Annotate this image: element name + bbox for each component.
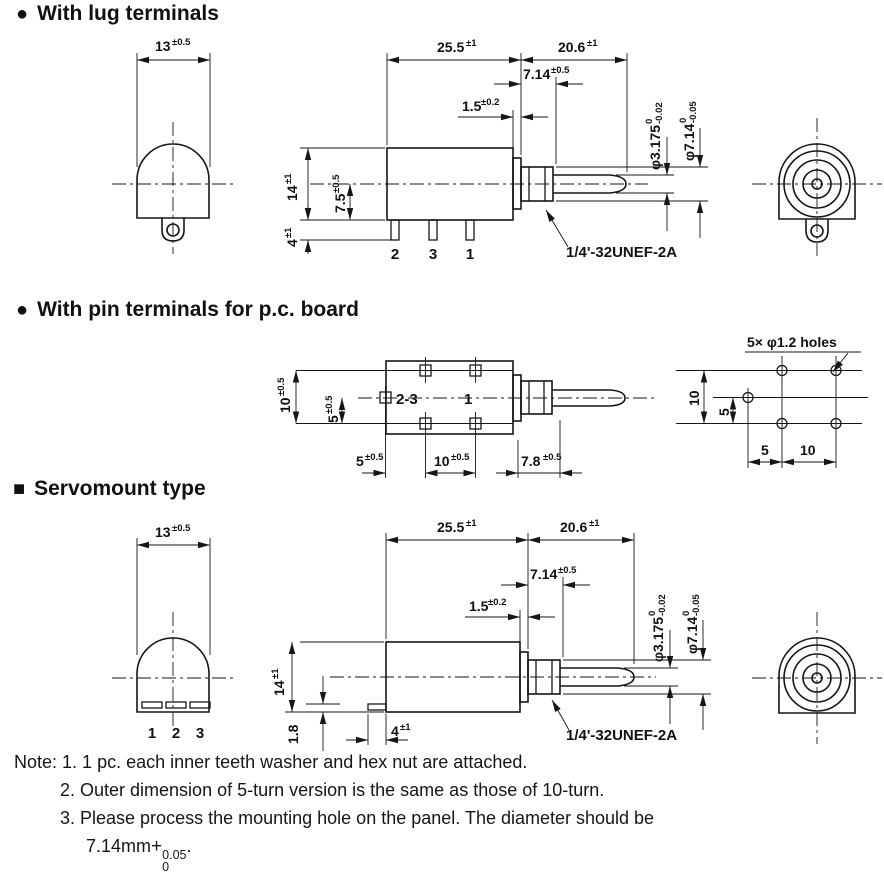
svg-text:14: 14: [284, 185, 300, 201]
note-item-2: 2. Outer dimension of 5-turn version is the same as those of 10-turn.: [60, 780, 605, 800]
dim-hole-h5: 5: [761, 442, 769, 458]
note-item-3: 3. Please process the mounting hole on the panel. The diameter should be: [60, 808, 655, 828]
svg-text:φ7.14: φ7.14: [681, 123, 697, 161]
svg-text:-0.05: -0.05: [688, 101, 699, 123]
panel-hole-diameter: 7.14mm: [86, 836, 152, 856]
section-title-pin: With pin terminals for p.c. board: [37, 298, 359, 321]
dim-bushing-value: 7.14: [523, 66, 551, 82]
terminal-number: 2: [171, 725, 181, 742]
svg-text:0: 0: [647, 610, 658, 616]
dim-tab-length-value: 4: [391, 723, 399, 739]
section-title-servo: Servomount type: [34, 477, 206, 500]
dim-body-width: [276, 377, 293, 413]
dim-shaft-diameter: [644, 102, 665, 170]
dim-width-tol: ±0.5: [172, 523, 191, 534]
dim-pin-pitch-value: 10: [434, 453, 450, 469]
dim-hole-h10: 10: [800, 442, 816, 458]
dim-width-value: 13: [155, 524, 171, 540]
dim-hole-span: [686, 390, 702, 406]
svg-text:-0.02: -0.02: [657, 594, 668, 616]
svg-text:-0.02: -0.02: [654, 102, 665, 124]
terminal-pin: [466, 220, 474, 240]
dim-pin-offset-value: 5: [356, 453, 364, 469]
sentence-period: .: [186, 836, 192, 856]
lug-rear-view: [752, 118, 882, 256]
terminal-number: 3: [195, 725, 205, 742]
tolerance-upper: 0.05: [162, 848, 187, 862]
terminal-pin: [429, 220, 437, 240]
dim-body-length-value: 25.5: [437, 39, 465, 55]
dim-shaft-length-value: 20.6: [558, 39, 586, 55]
dim-body-length-value: 25.5: [437, 519, 465, 535]
dim-width-tol: ±0.5: [172, 37, 191, 48]
square-bullet-icon: ■: [13, 478, 26, 500]
tolerance-lower: 0: [162, 860, 170, 874]
dim-shaft-length-value: 20.6: [560, 519, 588, 535]
servo-side-view: [270, 518, 711, 751]
pin-top-view: [276, 357, 655, 478]
dim-ring-value: 1.5: [469, 598, 489, 614]
flat-terminal: [142, 702, 162, 708]
pcb-hole-pattern: [676, 334, 868, 468]
svg-text:±1: ±1: [270, 668, 281, 679]
svg-text:±0.5: ±0.5: [276, 377, 287, 396]
dim-half-width: [324, 395, 341, 423]
svg-text:7.5: 7.5: [332, 193, 348, 213]
circle-bullet-icon: ●: [16, 299, 29, 321]
notes-block: [14, 748, 654, 873]
dim-bushing-tol: ±0.5: [551, 65, 570, 76]
svg-text:1.8: 1.8: [285, 724, 301, 744]
svg-text:φ3.175: φ3.175: [650, 616, 666, 662]
dim-tab-length-tol: ±1: [400, 722, 411, 733]
section-title-lug: With lug terminals: [37, 2, 219, 25]
shaft: [560, 668, 634, 686]
svg-text:0: 0: [678, 117, 689, 123]
svg-text:φ7.14: φ7.14: [684, 616, 700, 654]
dim-bushing-length-tol: ±0.5: [543, 452, 562, 463]
dim-hole-offset: [716, 408, 732, 416]
dim-ring-tol: ±0.2: [488, 597, 507, 608]
dim-height: [283, 173, 300, 201]
dim-shaft-diameter: [647, 594, 668, 662]
note-item-1: 1. 1 pc. each inner teeth washer and hex nut are attached.: [62, 752, 528, 772]
dim-bushing-value: 7.14: [530, 566, 558, 582]
svg-text:0: 0: [644, 118, 655, 124]
svg-text:14: 14: [271, 680, 287, 696]
flat-terminal: [368, 704, 386, 710]
svg-text:±0.5: ±0.5: [324, 395, 335, 414]
terminal-pin: [391, 220, 399, 240]
terminal-number: 2: [390, 246, 400, 263]
dim-center-height: [331, 174, 348, 213]
dim-body-length-tol: ±1: [466, 38, 477, 49]
dim-height: [270, 668, 287, 696]
svg-text:φ3.175: φ3.175: [647, 124, 663, 170]
hole-callout-label: 5× φ1.2 holes: [747, 334, 837, 350]
dim-shaft-length-tol: ±1: [587, 38, 598, 49]
dim-pin-pitch-tol: ±0.5: [451, 452, 470, 463]
lug-front-view: [112, 37, 233, 254]
svg-text:±1: ±1: [283, 173, 294, 184]
terminal-number: 1: [465, 246, 475, 263]
servo-rear-view: [752, 612, 882, 744]
terminal-number: 1: [464, 391, 473, 408]
servo-front-view: [112, 523, 233, 742]
terminal-number: 3: [428, 246, 438, 263]
thread-spec-label: 1/4'-32UNEF-2A: [566, 244, 678, 261]
dim-ring-tol: ±0.2: [481, 97, 500, 108]
svg-text:-0.05: -0.05: [691, 594, 702, 616]
dim-pin-length: [283, 227, 300, 247]
svg-text:5: 5: [716, 408, 732, 416]
svg-text:10: 10: [686, 390, 702, 406]
mount-ring: [513, 158, 521, 209]
terminal-number: 1: [147, 725, 157, 742]
dim-body-length-tol: ±1: [466, 518, 477, 529]
tolerance-sign: +: [151, 836, 163, 857]
hex-nut: [521, 381, 552, 414]
note-prefix: Note:: [14, 752, 58, 772]
dim-bushing-diameter: [681, 594, 702, 654]
dim-terminal-height: [285, 724, 301, 744]
flat-terminal: [190, 702, 210, 708]
dim-bushing-tol: ±0.5: [558, 565, 577, 576]
dim-width-value: 13: [155, 38, 171, 54]
note-item-3-continued: [86, 832, 654, 873]
circle-bullet-icon: ●: [16, 3, 29, 25]
svg-text:4: 4: [284, 239, 300, 247]
dim-bushing-length-value: 7.8: [521, 453, 541, 469]
flat-terminal: [166, 702, 186, 708]
svg-text:±0.5: ±0.5: [331, 174, 342, 193]
svg-text:5: 5: [325, 415, 341, 423]
dim-pin-offset-tol: ±0.5: [365, 452, 384, 463]
dim-shaft-length-tol: ±1: [589, 518, 600, 529]
dim-ring-value: 1.5: [462, 98, 482, 114]
dim-bushing-diameter: [678, 101, 699, 161]
svg-text:10: 10: [277, 397, 293, 413]
svg-text:0: 0: [681, 610, 692, 616]
lug-side-view: [283, 38, 708, 263]
svg-text:±1: ±1: [283, 227, 294, 238]
thread-spec-label: 1/4'-32UNEF-2A: [566, 727, 678, 744]
terminal-number: 2-3: [396, 391, 418, 408]
